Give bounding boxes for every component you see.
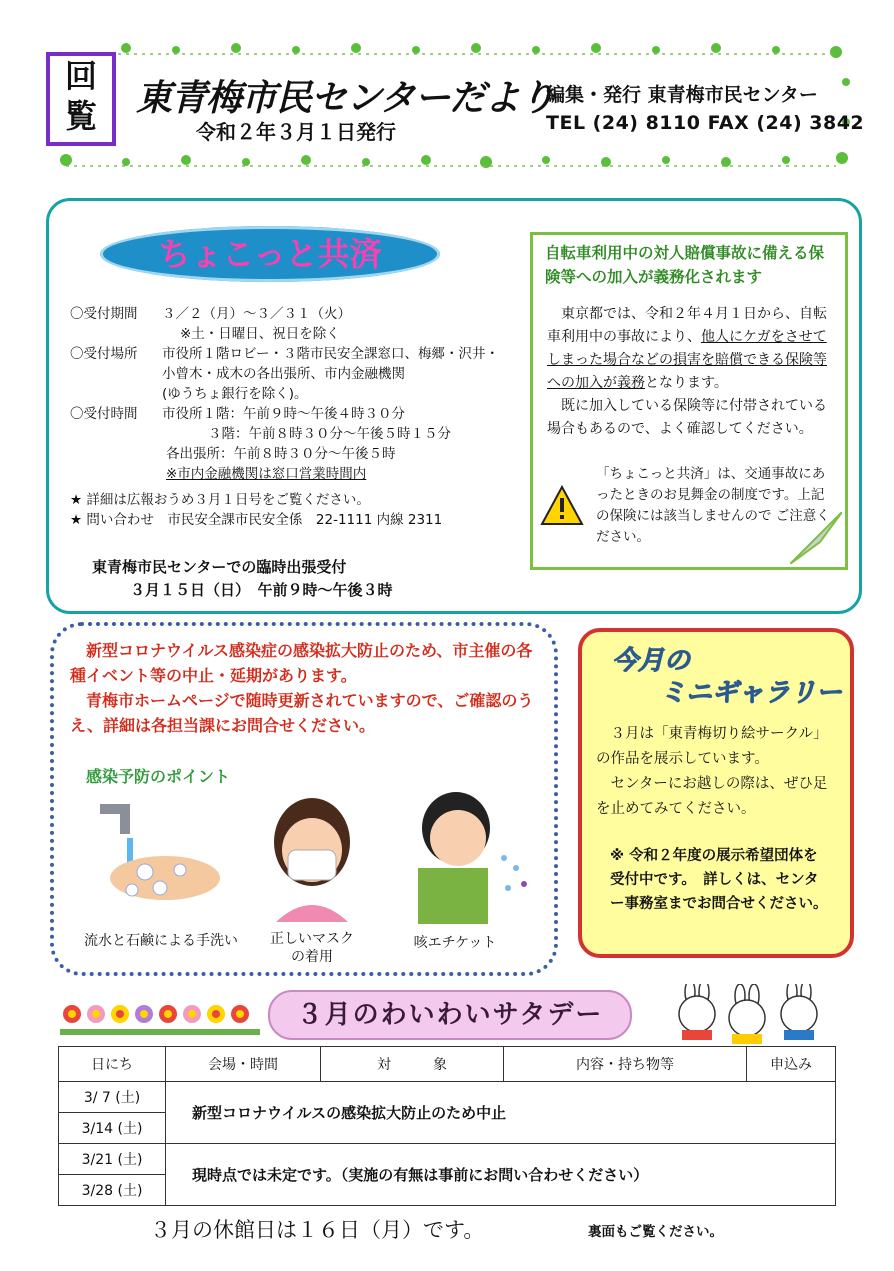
kyosai-info (70, 304, 499, 530)
caption-mask-line1: 正しいマスク (270, 931, 354, 947)
info-line: 〇受付期間 ３／２（月）～３／３１（火） (70, 306, 351, 322)
col-target: 対 象 (321, 1047, 504, 1082)
gallery-body (596, 722, 840, 822)
table-header-row (59, 1047, 836, 1082)
info-note: ★ 問い合わせ 市民安全課市民安全係 22-1111 内線 2311 (70, 512, 443, 528)
gallery-body1: ３月は「東青梅切り絵サークル」の作品を展示しています。 (596, 726, 828, 767)
col-venue: 会場・時間 (166, 1047, 321, 1082)
see-back-note: 裏面もご覧ください。 (588, 1224, 723, 1240)
outreach-title: 東青梅市民センターでの臨時出張受付 (92, 558, 347, 576)
bicycle-body2: 既に加入している保険等に付帯されている場合もあるので、よく確認してください。 (547, 398, 827, 437)
gallery-body2: センターにお越しの際は、ぜひ足を止めてみてください。 (596, 776, 828, 817)
caption-handwash: 流水と石鹸による手洗い (84, 933, 238, 949)
corona-text2: 青梅市ホームページで随時更新されていますので、ご確認のうえ、詳細は各担当課にお問合せください。 (70, 691, 534, 735)
gallery-title2: ミニギャラリー (660, 678, 843, 708)
info-line: ３階：午前８時３０分～午後５時１５分 (208, 426, 451, 442)
flowers-icon (60, 1000, 260, 1040)
info-note: ★ 詳細は広報おうめ３月１日号をご覧ください。 (70, 492, 370, 508)
caption-mask-line2: の着用 (291, 949, 333, 965)
issue-date: 令和２年３月１日発行 (196, 120, 396, 144)
prevention-points-title: 感染予防のポイント (86, 767, 231, 786)
closed-day: ３月の休館日は１６日（月）です。 (150, 1218, 485, 1242)
corona-text1: 新型コロナウイルス感染症の感染拡大防止のため、市主催の各種イベント等の中止・延期があります。 (70, 641, 533, 685)
page-curl-icon (790, 512, 842, 564)
date-cell: 3/21 (土) (59, 1144, 166, 1175)
editor-info: 編集・発行 東青梅市民センター (546, 84, 818, 106)
corona-notice (70, 638, 534, 738)
handwashing-illustration (90, 798, 230, 928)
gallery-note: ※ 令和２年度の展示希望団体を受付中です。 詳しくは、センター事務室までお問合せください。 (610, 848, 828, 912)
cancel-message: 新型コロナウイルスの感染拡大防止のため中止 (166, 1082, 836, 1144)
info-line: 〇受付時間 市役所１階：午前９時～午後４時３０分 (70, 406, 405, 422)
info-line: (ゆうちょ銀行を除く)。 (162, 386, 308, 402)
bicycle-title: 自転車利用中の対人賠償事故に備える保険等への加入が義務化されます (545, 244, 825, 286)
table-row (59, 1082, 836, 1113)
kyosai-badge: ちょこっと共済 (100, 226, 440, 282)
rabbits-illustration (670, 984, 830, 1044)
info-line: 〇受付場所 市役所１階ロビー・３階市民安全課窓口、梅郷・沢井・ (70, 346, 499, 362)
warning-icon (540, 484, 584, 528)
kairan-stamp (46, 52, 116, 146)
table-row (59, 1144, 836, 1175)
outreach-time: ３月１５日（日） 午前９時～午後３時 (130, 581, 393, 599)
date-cell: 3/28 (土) (59, 1175, 166, 1206)
col-date: 日にち (59, 1047, 166, 1082)
mask-illustration (262, 792, 362, 922)
saturday-schedule-table (58, 1046, 836, 1206)
info-line: ※市内金融機関は窓口営業時間内 (166, 466, 367, 482)
caption-mask (252, 930, 372, 966)
cough-etiquette-illustration (408, 788, 538, 924)
bicycle-underline: 他人にケガをさせてしまった場合などの損害を賠償できる保険等への加入が義務 (547, 329, 827, 391)
tbd-message: 現時点では未定です。（実施の有無は事前にお問い合わせください） (166, 1144, 836, 1206)
outreach-info (92, 556, 393, 602)
date-cell: 3/ 7 (土) (59, 1082, 166, 1113)
kairan-text: 回覧 (64, 57, 97, 135)
date-cell: 3/14 (土) (59, 1113, 166, 1144)
info-line: 小曾木・成木の各出張所、市内金融機関 (162, 366, 405, 382)
bicycle-body: 東京都では、令和２年４月１日から、自転車利用中の事故により、他人にケガをさせてしまった場合などの損害を賠償できる保険等への加入が義務となります。 既に加入している保険等に付帯されている場合もあるので、よく確認してください。 (533, 289, 845, 441)
tel-fax: TEL (24) 8110 FAX (24) 3842 (546, 112, 865, 134)
col-content: 内容・持ち物等 (504, 1047, 747, 1082)
saturday-title: ３月のわいわいサタデー (268, 990, 632, 1040)
info-line: 各出張所：午前８時３０分～午後５時 (166, 446, 396, 462)
newsletter-title: 東青梅市民センターだより (136, 78, 555, 119)
info-line: ※土・日曜日、祝日を除く (180, 326, 340, 342)
col-apply: 申込み (747, 1047, 836, 1082)
caption-cough: 咳エチケット (413, 935, 497, 951)
gallery-title1: 今月の (612, 646, 691, 676)
warning-text: 「ちょこっと共済」は、交通事故にあったときのお見舞金の制度です。上記の保険には該当しませんので ご注意ください。 (596, 466, 830, 545)
